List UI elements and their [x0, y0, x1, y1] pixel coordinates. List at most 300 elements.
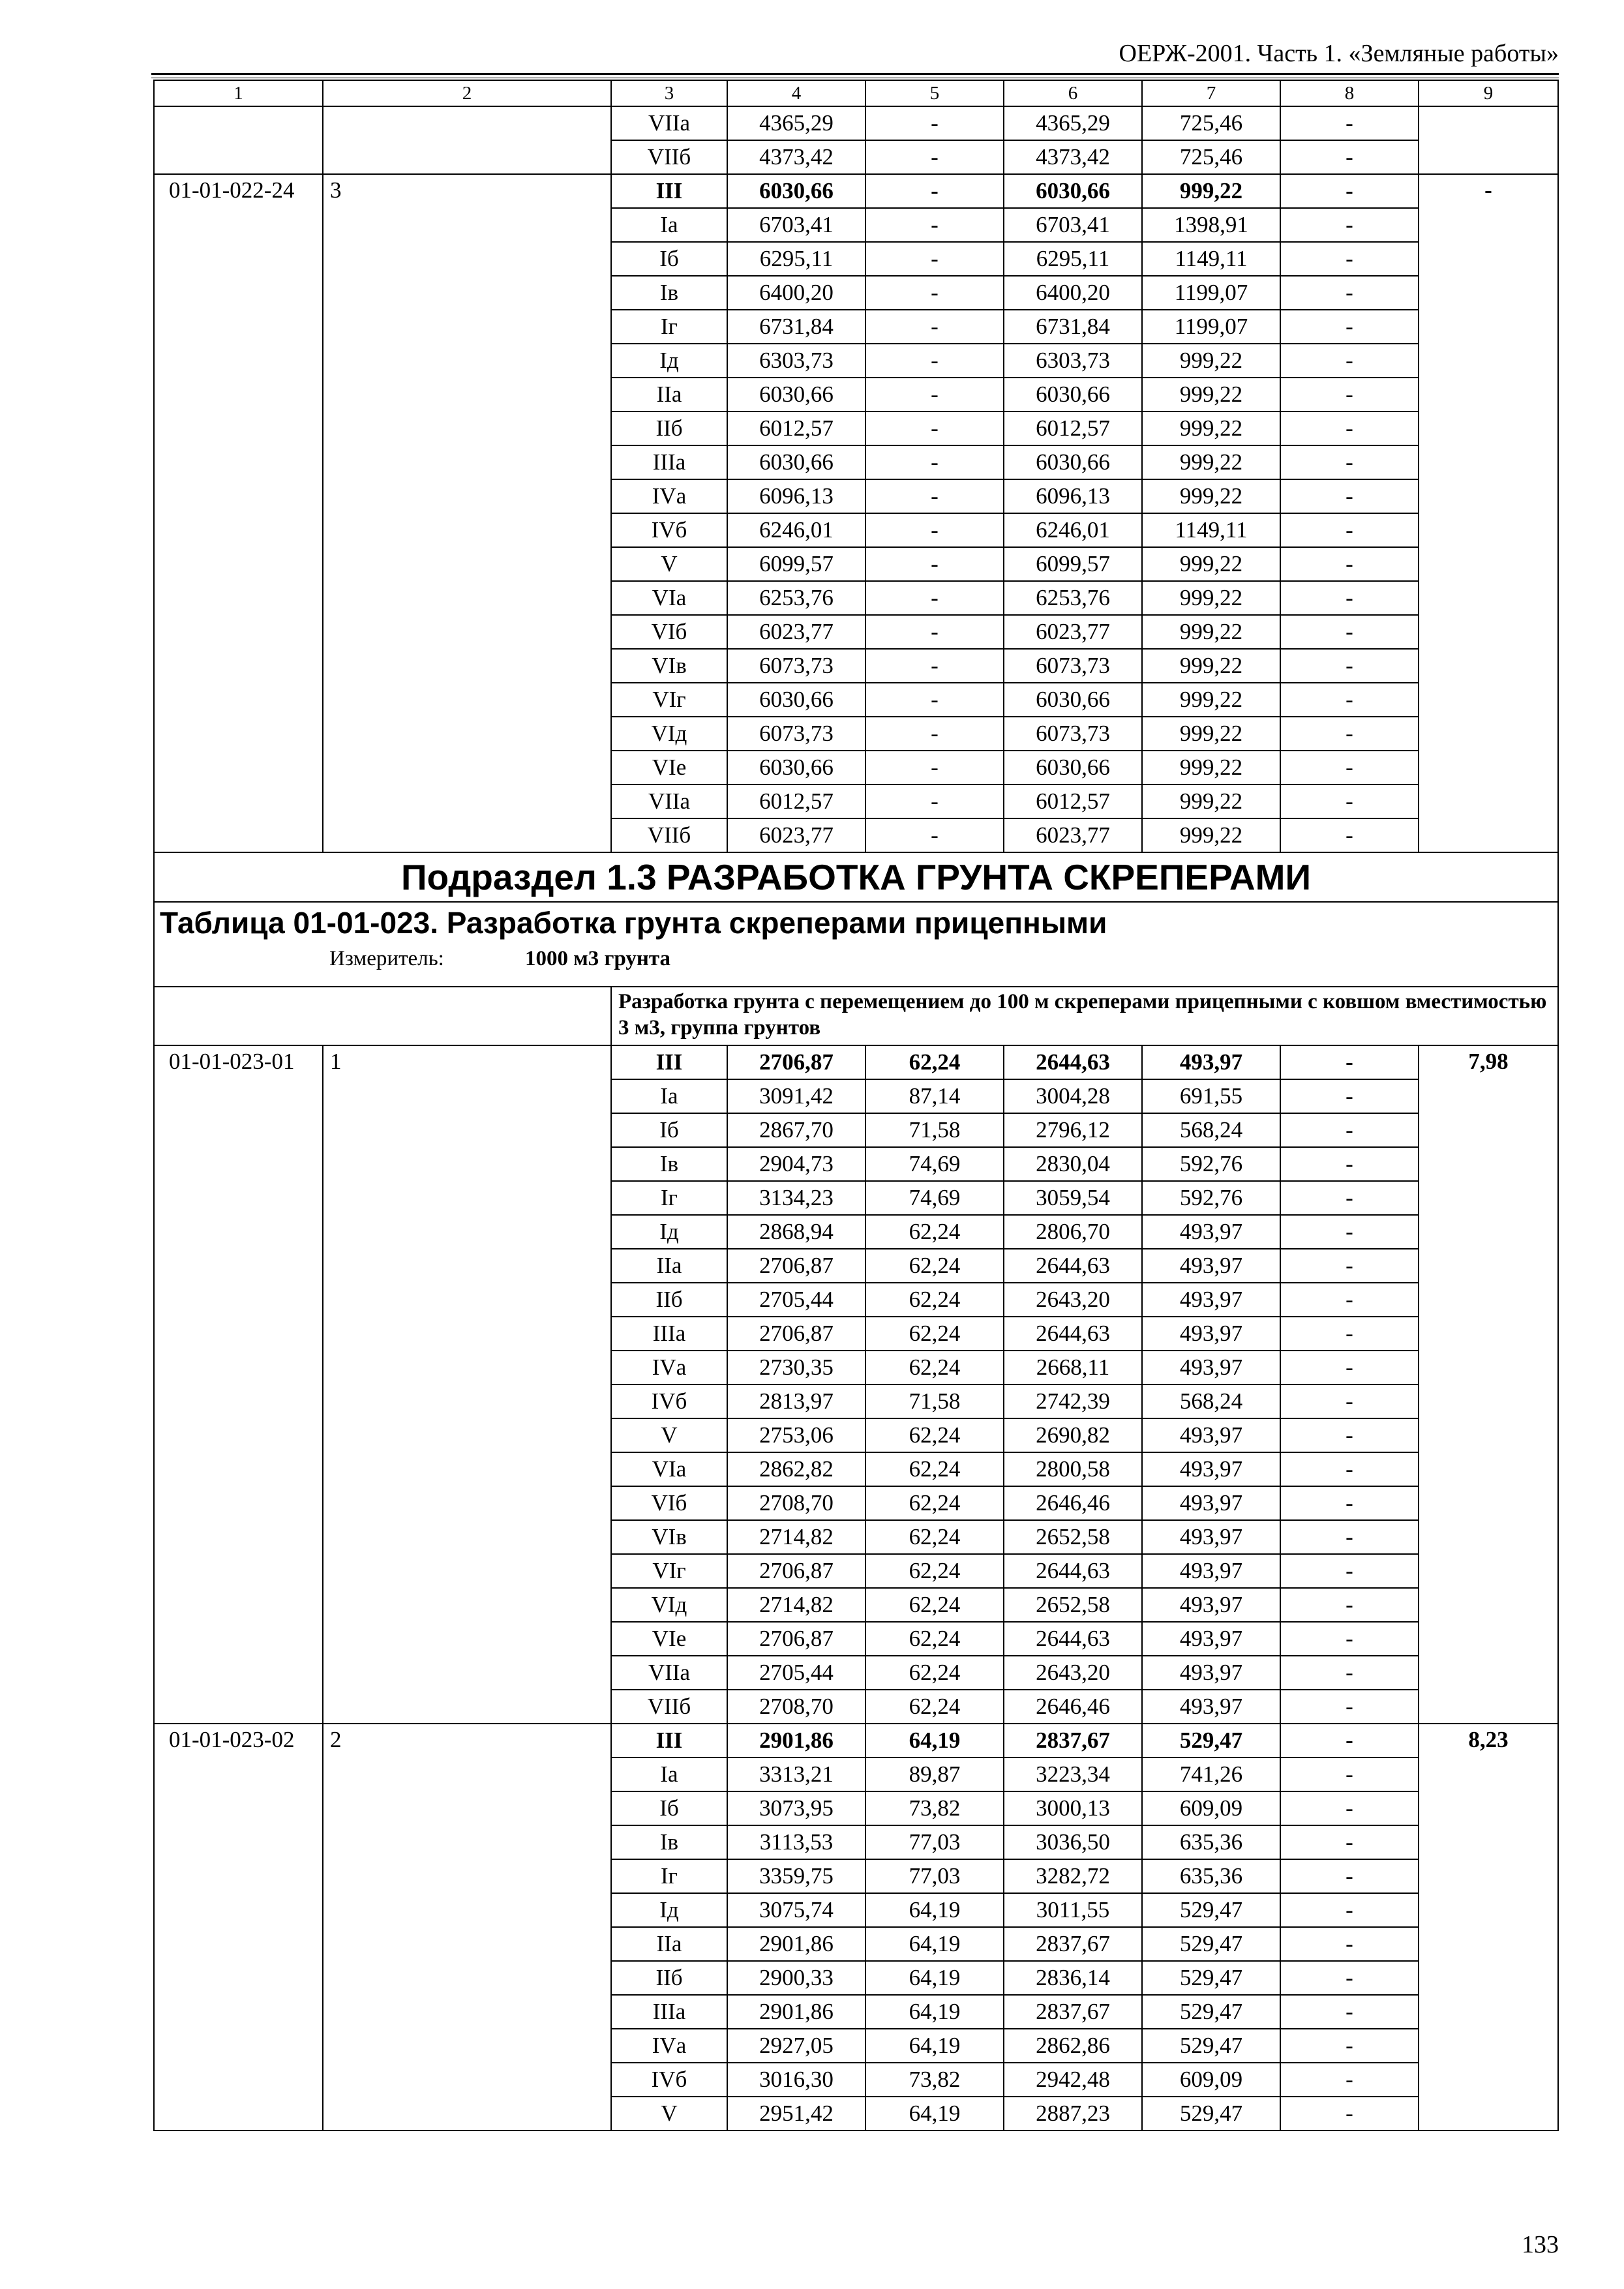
description-row: [154, 987, 1558, 1045]
price-value: 2646,46: [1004, 1690, 1142, 1724]
price-value: 6073,73: [727, 717, 865, 751]
price-value: -: [1280, 1384, 1419, 1418]
soil-group: VIе: [611, 751, 727, 785]
price-value: -: [1280, 1452, 1419, 1486]
price-value: 2690,82: [1004, 1418, 1142, 1452]
price-value: 493,97: [1142, 1351, 1280, 1384]
price-value: 493,97: [1142, 1588, 1280, 1622]
soil-group: VIIа: [611, 106, 727, 140]
resource-value: -: [1419, 174, 1558, 852]
price-value: -: [1280, 208, 1419, 242]
price-value: 62,24: [865, 1351, 1004, 1384]
price-value: 87,14: [865, 1079, 1004, 1113]
price-value: 529,47: [1142, 1927, 1280, 1961]
price-value: 3073,95: [727, 1791, 865, 1825]
price-value: 62,24: [865, 1215, 1004, 1249]
soil-group: VIIа: [611, 785, 727, 818]
price-value: 999,22: [1142, 683, 1280, 717]
soil-group: Iд: [611, 344, 727, 378]
price-value: 3075,74: [727, 1893, 865, 1927]
price-value: 493,97: [1142, 1045, 1280, 1079]
price-value: 493,97: [1142, 1283, 1280, 1317]
price-value: -: [1280, 140, 1419, 174]
price-value: -: [865, 513, 1004, 547]
price-value: 568,24: [1142, 1384, 1280, 1418]
price-value: 2942,48: [1004, 2063, 1142, 2097]
price-value: 2800,58: [1004, 1452, 1142, 1486]
price-value: -: [1280, 1656, 1419, 1690]
price-value: 3011,55: [1004, 1893, 1142, 1927]
price-value: 1199,07: [1142, 276, 1280, 310]
measure-value: 1000 м3 грунта: [525, 947, 671, 970]
price-value: 493,97: [1142, 1656, 1280, 1690]
price-value: -: [865, 242, 1004, 276]
price-value: 999,22: [1142, 378, 1280, 411]
column-number: 1: [154, 80, 323, 106]
price-value: 999,22: [1142, 411, 1280, 445]
measure-label: Измеритель:: [329, 947, 444, 970]
price-value: -: [1280, 751, 1419, 785]
price-value: 6073,73: [1004, 649, 1142, 683]
price-value: 64,19: [865, 1927, 1004, 1961]
column-number: 3: [611, 80, 727, 106]
price-value: 6023,77: [1004, 818, 1142, 852]
price-value: 529,47: [1142, 1893, 1280, 1927]
price-value: 3134,23: [727, 1181, 865, 1215]
price-value: -: [865, 581, 1004, 615]
price-value: 74,69: [865, 1181, 1004, 1215]
soil-group: Iб: [611, 1791, 727, 1825]
price-value: -: [1280, 1079, 1419, 1113]
price-value: -: [1280, 2097, 1419, 2131]
price-value: 64,19: [865, 1724, 1004, 1758]
price-value: 493,97: [1142, 1486, 1280, 1520]
price-value: -: [1280, 1995, 1419, 2029]
price-value: -: [1280, 310, 1419, 344]
price-value: 493,97: [1142, 1452, 1280, 1486]
price-value: -: [1280, 276, 1419, 310]
price-value: -: [1280, 818, 1419, 852]
rate-number: 3: [323, 174, 611, 852]
price-value: 6030,66: [727, 445, 865, 479]
resource-value: 8,23: [1419, 1724, 1558, 2131]
price-value: 2887,23: [1004, 2097, 1142, 2131]
soil-group: Iа: [611, 1758, 727, 1791]
price-value: 2714,82: [727, 1588, 865, 1622]
rate-number: 2: [323, 1724, 611, 2131]
price-value: 6703,41: [727, 208, 865, 242]
price-value: 4365,29: [1004, 106, 1142, 140]
price-value: 2646,46: [1004, 1486, 1142, 1520]
price-value: 2901,86: [727, 1995, 865, 2029]
price-value: -: [865, 310, 1004, 344]
price-value: 635,36: [1142, 1825, 1280, 1859]
column-number: 6: [1004, 80, 1142, 106]
price-value: -: [865, 751, 1004, 785]
price-value: 62,24: [865, 1622, 1004, 1656]
column-number-row: [154, 80, 1558, 106]
rate-code: 01-01-023-02: [154, 1724, 323, 2131]
price-value: -: [1280, 717, 1419, 751]
resource-value: [1419, 106, 1558, 174]
price-value: 2901,86: [727, 1724, 865, 1758]
soil-group: IVа: [611, 2029, 727, 2063]
price-value: 2901,86: [727, 1927, 865, 1961]
soil-group: Iб: [611, 242, 727, 276]
price-value: -: [1280, 1622, 1419, 1656]
soil-group: IIб: [611, 1961, 727, 1995]
price-value: 6030,66: [727, 751, 865, 785]
price-value: 6023,77: [727, 818, 865, 852]
price-value: -: [1280, 649, 1419, 683]
price-value: 6295,11: [727, 242, 865, 276]
price-value: 999,22: [1142, 344, 1280, 378]
price-value: 74,69: [865, 1147, 1004, 1181]
price-value: 89,87: [865, 1758, 1004, 1791]
soil-group: VIд: [611, 1588, 727, 1622]
price-value: 71,58: [865, 1113, 1004, 1147]
price-value: 2927,05: [727, 2029, 865, 2063]
price-value: 77,03: [865, 1859, 1004, 1893]
price-value: 2806,70: [1004, 1215, 1142, 1249]
price-value: -: [1280, 513, 1419, 547]
price-value: 635,36: [1142, 1859, 1280, 1893]
price-value: -: [1280, 615, 1419, 649]
price-value: 62,24: [865, 1418, 1004, 1452]
price-value: 4365,29: [727, 106, 865, 140]
price-value: 725,46: [1142, 106, 1280, 140]
price-value: -: [865, 140, 1004, 174]
column-number: 4: [727, 80, 865, 106]
table-title-row: [154, 902, 1558, 987]
soil-group: Iд: [611, 1893, 727, 1927]
price-value: 6099,57: [727, 547, 865, 581]
soil-group: VIа: [611, 1452, 727, 1486]
soil-group: Iв: [611, 276, 727, 310]
table-row: [154, 106, 1558, 140]
column-number: 5: [865, 80, 1004, 106]
price-value: 529,47: [1142, 2029, 1280, 2063]
price-value: 6030,66: [727, 174, 865, 208]
price-value: 3113,53: [727, 1825, 865, 1859]
table-title: Таблица 01-01-023. Разработка грунта скреперами прицепными: [160, 906, 1107, 940]
price-value: -: [1280, 1317, 1419, 1351]
price-value: 62,24: [865, 1554, 1004, 1588]
price-value: 6400,20: [727, 276, 865, 310]
price-value: 2652,58: [1004, 1588, 1142, 1622]
price-value: 2837,67: [1004, 1995, 1142, 2029]
price-value: 6030,66: [727, 378, 865, 411]
price-value: 2837,67: [1004, 1724, 1142, 1758]
price-value: 1199,07: [1142, 310, 1280, 344]
price-value: 64,19: [865, 1995, 1004, 2029]
soil-group: IVб: [611, 513, 727, 547]
price-value: 3313,21: [727, 1758, 865, 1791]
price-value: 6253,76: [727, 581, 865, 615]
price-value: 725,46: [1142, 140, 1280, 174]
price-value: -: [1280, 2063, 1419, 2097]
price-value: -: [865, 106, 1004, 140]
price-value: 71,58: [865, 1384, 1004, 1418]
price-value: -: [865, 683, 1004, 717]
price-value: 3004,28: [1004, 1079, 1142, 1113]
price-value: 493,97: [1142, 1622, 1280, 1656]
price-value: 6246,01: [1004, 513, 1142, 547]
table-row: [154, 1045, 1558, 1079]
price-value: 2643,20: [1004, 1283, 1142, 1317]
soil-group: V: [611, 547, 727, 581]
price-value: 999,22: [1142, 581, 1280, 615]
price-value: 741,26: [1142, 1758, 1280, 1791]
price-value: 2730,35: [727, 1351, 865, 1384]
soil-group: Iг: [611, 1859, 727, 1893]
column-number: 9: [1419, 80, 1558, 106]
price-value: 6099,57: [1004, 547, 1142, 581]
price-value: -: [1280, 1351, 1419, 1384]
price-value: -: [1280, 1486, 1419, 1520]
price-value: -: [1280, 1791, 1419, 1825]
soil-group: IIб: [611, 1283, 727, 1317]
soil-group: VIб: [611, 1486, 727, 1520]
price-value: -: [1280, 1249, 1419, 1283]
soil-group: VIв: [611, 649, 727, 683]
page-number: 133: [1522, 2231, 1559, 2258]
price-value: 2862,86: [1004, 2029, 1142, 2063]
price-value: -: [1280, 1113, 1419, 1147]
price-value: 2836,14: [1004, 1961, 1142, 1995]
resource-value: 7,98: [1419, 1045, 1558, 1724]
soil-group: VIIб: [611, 140, 727, 174]
soil-group: VIг: [611, 683, 727, 717]
price-value: -: [1280, 683, 1419, 717]
price-value: -: [1280, 1927, 1419, 1961]
price-value: 77,03: [865, 1825, 1004, 1859]
price-value: -: [1280, 1859, 1419, 1893]
price-value: 999,22: [1142, 615, 1280, 649]
price-value: 6030,66: [727, 683, 865, 717]
soil-group: Iд: [611, 1215, 727, 1249]
price-value: 2900,33: [727, 1961, 865, 1995]
price-value: 2705,44: [727, 1283, 865, 1317]
price-value: 6303,73: [727, 344, 865, 378]
soil-group: V: [611, 1418, 727, 1452]
soil-group: IIIа: [611, 445, 727, 479]
soil-group: IVб: [611, 1384, 727, 1418]
running-header: ОЕРЖ-2001. Часть 1. «Земляные работы»: [1119, 40, 1559, 67]
price-value: 3223,34: [1004, 1758, 1142, 1791]
price-value: -: [1280, 378, 1419, 411]
price-value: 999,22: [1142, 445, 1280, 479]
price-value: 62,24: [865, 1452, 1004, 1486]
price-value: 73,82: [865, 1791, 1004, 1825]
soil-group: VIIб: [611, 818, 727, 852]
price-value: -: [1280, 1520, 1419, 1554]
price-value: -: [1280, 479, 1419, 513]
price-value: 2753,06: [727, 1418, 865, 1452]
price-value: -: [1280, 785, 1419, 818]
price-value: 2951,42: [727, 2097, 865, 2131]
price-value: 2705,44: [727, 1656, 865, 1690]
price-value: -: [1280, 344, 1419, 378]
soil-group: III: [611, 1045, 727, 1079]
price-value: 6030,66: [1004, 445, 1142, 479]
price-value: 3016,30: [727, 2063, 865, 2097]
price-value: 2706,87: [727, 1249, 865, 1283]
price-value: -: [1280, 1181, 1419, 1215]
price-value: -: [1280, 106, 1419, 140]
price-value: 3059,54: [1004, 1181, 1142, 1215]
price-value: 3091,42: [727, 1079, 865, 1113]
price-value: 6253,76: [1004, 581, 1142, 615]
price-value: 62,24: [865, 1588, 1004, 1622]
price-value: 1149,11: [1142, 242, 1280, 276]
price-value: -: [1280, 242, 1419, 276]
price-value: 2644,63: [1004, 1554, 1142, 1588]
price-value: 999,22: [1142, 818, 1280, 852]
soil-group: VIа: [611, 581, 727, 615]
price-value: -: [865, 445, 1004, 479]
price-value: 6731,84: [1004, 310, 1142, 344]
price-value: 568,24: [1142, 1113, 1280, 1147]
soil-group: IIIа: [611, 1995, 727, 2029]
price-value: -: [865, 378, 1004, 411]
price-value: -: [1280, 1961, 1419, 1995]
price-value: 999,22: [1142, 785, 1280, 818]
price-value: 6012,57: [1004, 411, 1142, 445]
soil-group: VIIа: [611, 1656, 727, 1690]
soil-group: VIб: [611, 615, 727, 649]
price-value: -: [1280, 445, 1419, 479]
price-value: 62,24: [865, 1690, 1004, 1724]
price-value: -: [1280, 1893, 1419, 1927]
soil-group: IVа: [611, 1351, 727, 1384]
price-value: -: [1280, 1215, 1419, 1249]
price-value: -: [1280, 1147, 1419, 1181]
soil-group: IVб: [611, 2063, 727, 2097]
price-value: 3282,72: [1004, 1859, 1142, 1893]
table-row: [154, 1724, 1558, 1758]
price-value: 1398,91: [1142, 208, 1280, 242]
price-value: 6731,84: [727, 310, 865, 344]
price-value: -: [1280, 1418, 1419, 1452]
price-value: 493,97: [1142, 1418, 1280, 1452]
soil-group: IIа: [611, 1927, 727, 1961]
price-value: 3359,75: [727, 1859, 865, 1893]
soil-group: VIIб: [611, 1690, 727, 1724]
price-value: -: [1280, 1758, 1419, 1791]
price-value: -: [865, 208, 1004, 242]
price-value: 2644,63: [1004, 1622, 1142, 1656]
soil-group: Iа: [611, 208, 727, 242]
price-value: 6246,01: [727, 513, 865, 547]
price-value: -: [865, 615, 1004, 649]
price-value: 609,09: [1142, 1791, 1280, 1825]
price-value: 62,24: [865, 1520, 1004, 1554]
rate-code: [154, 106, 323, 174]
price-value: 999,22: [1142, 751, 1280, 785]
price-value: 2643,20: [1004, 1656, 1142, 1690]
price-value: 2862,82: [727, 1452, 865, 1486]
rate-code: 01-01-022-24: [154, 174, 323, 852]
price-value: 6703,41: [1004, 208, 1142, 242]
price-value: 493,97: [1142, 1215, 1280, 1249]
price-value: 999,22: [1142, 547, 1280, 581]
soil-group: IIб: [611, 411, 727, 445]
price-value: 691,55: [1142, 1079, 1280, 1113]
soil-group: VIг: [611, 1554, 727, 1588]
price-table: [153, 80, 1559, 2131]
price-value: 64,19: [865, 1893, 1004, 1927]
price-value: 999,22: [1142, 717, 1280, 751]
price-value: 2706,87: [727, 1045, 865, 1079]
price-value: 2706,87: [727, 1317, 865, 1351]
price-value: 999,22: [1142, 174, 1280, 208]
price-value: 6400,20: [1004, 276, 1142, 310]
price-value: 493,97: [1142, 1690, 1280, 1724]
soil-group: III: [611, 174, 727, 208]
price-value: 592,76: [1142, 1147, 1280, 1181]
soil-group: VIе: [611, 1622, 727, 1656]
price-value: 4373,42: [1004, 140, 1142, 174]
price-value: 592,76: [1142, 1181, 1280, 1215]
soil-group: Iг: [611, 310, 727, 344]
price-value: 2867,70: [727, 1113, 865, 1147]
price-value: 6012,57: [1004, 785, 1142, 818]
price-value: 6030,66: [1004, 683, 1142, 717]
price-value: 2837,67: [1004, 1927, 1142, 1961]
price-value: 999,22: [1142, 649, 1280, 683]
price-value: 529,47: [1142, 2097, 1280, 2131]
price-value: 6096,13: [727, 479, 865, 513]
price-value: 529,47: [1142, 1961, 1280, 1995]
price-value: -: [865, 785, 1004, 818]
price-value: -: [865, 276, 1004, 310]
price-value: 6073,73: [727, 649, 865, 683]
price-value: 64,19: [865, 1961, 1004, 1995]
price-value: 2652,58: [1004, 1520, 1142, 1554]
price-value: 3036,50: [1004, 1825, 1142, 1859]
table-row: [154, 174, 1558, 208]
soil-group: IIа: [611, 1249, 727, 1283]
header-rule: [151, 73, 1559, 75]
price-value: 1149,11: [1142, 513, 1280, 547]
work-description: Разработка грунта с перемещением до 100 м скреперами прицепными с ковшом вместимостью 3 м3, группа грунтов: [611, 987, 1558, 1045]
price-value: 6030,66: [1004, 751, 1142, 785]
price-value: -: [1280, 547, 1419, 581]
price-value: 62,24: [865, 1283, 1004, 1317]
price-value: 6303,73: [1004, 344, 1142, 378]
measure-line: [160, 947, 1552, 971]
price-value: -: [1280, 581, 1419, 615]
price-value: 2868,94: [727, 1215, 865, 1249]
price-value: -: [1280, 1554, 1419, 1588]
price-value: 6023,77: [727, 615, 865, 649]
price-value: 2644,63: [1004, 1045, 1142, 1079]
price-value: 6023,77: [1004, 615, 1142, 649]
price-value: 2714,82: [727, 1520, 865, 1554]
description-spacer: [154, 987, 611, 1045]
rate-number: 1: [323, 1045, 611, 1724]
column-number: 7: [1142, 80, 1280, 106]
price-value: 6096,13: [1004, 479, 1142, 513]
soil-group: Iг: [611, 1181, 727, 1215]
price-value: 2742,39: [1004, 1384, 1142, 1418]
price-value: 529,47: [1142, 1995, 1280, 2029]
rate-number: [323, 106, 611, 174]
price-value: -: [865, 547, 1004, 581]
price-value: 6012,57: [727, 411, 865, 445]
price-value: 493,97: [1142, 1317, 1280, 1351]
